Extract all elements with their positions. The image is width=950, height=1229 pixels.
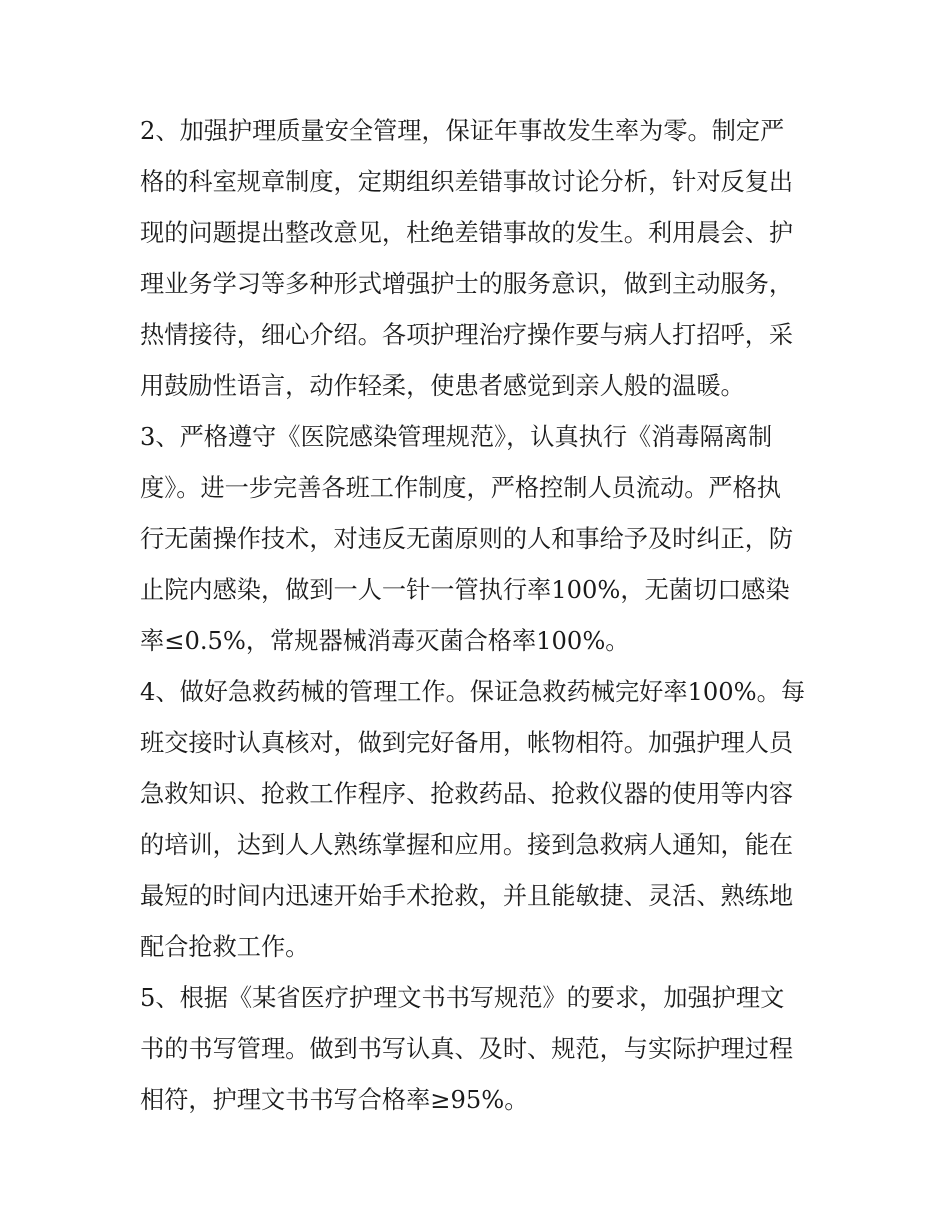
- text-line: 4、做好急救药械的管理工作。保证急救药械完好率100%。每: [140, 678, 806, 706]
- text-line: 现的问题提出整改意见，杜绝差错事故的发生。利用晨会、护: [140, 219, 794, 247]
- text-line: 相符，护理文书书写合格率≥95%。: [140, 1086, 529, 1114]
- text-line: 行无菌操作技术，对违反无菌原则的人和事给予及时纠正，防: [140, 525, 794, 553]
- text-line: 止院内感染，做到一人一针一管执行率100%，无菌切口感染: [140, 576, 790, 604]
- paragraph-item-4: [140, 667, 812, 973]
- text-line: 用鼓励性语言，动作轻柔，使患者感觉到亲人般的温暖。: [140, 372, 745, 400]
- text-line: 书的书写管理。做到书写认真、及时、规范，与实际护理过程: [140, 1035, 794, 1063]
- text-line: 5、根据《某省医疗护理文书书写规范》的要求，加强护理文: [140, 984, 785, 1012]
- text-line: 班交接时认真核对，做到完好备用，帐物相符。加强护理人员: [140, 729, 794, 757]
- text-line: 率≤0.5%，常规器械消毒灭菌合格率100%。: [140, 627, 630, 655]
- text-line: 格的科室规章制度，定期组织差错事故讨论分析，针对反复出: [140, 168, 794, 196]
- text-line: 急救知识、抢救工作程序、抢救药品、抢救仪器的使用等内容: [140, 780, 794, 808]
- text-line: 理业务学习等多种形式增强护士的服务意识，做到主动服务，: [140, 270, 794, 298]
- text-line: 3、严格遵守《医院感染管理规范》，认真执行《消毒隔离制: [140, 423, 773, 451]
- text-line: 2、加强护理质量安全管理，保证年事故发生率为零。制定严: [140, 117, 785, 145]
- paragraph-item-3: [140, 412, 812, 667]
- text-line: 的培训，达到人人熟练掌握和应用。接到急救病人通知，能在: [140, 831, 794, 859]
- text-line: 热情接待，细心介绍。各项护理治疗操作要与病人打招呼，采: [140, 321, 794, 349]
- text-line: 度》。进一步完善各班工作制度，严格控制人员流动。严格执: [140, 474, 781, 502]
- paragraph-item-5: [140, 973, 812, 1126]
- text-line: 配合抢救工作。: [140, 933, 310, 961]
- text-line: 最短的时间内迅速开始手术抢救，并且能敏捷、灵活、熟练地: [140, 882, 794, 910]
- paragraph-item-2: [140, 106, 812, 412]
- document-body: [140, 106, 812, 1126]
